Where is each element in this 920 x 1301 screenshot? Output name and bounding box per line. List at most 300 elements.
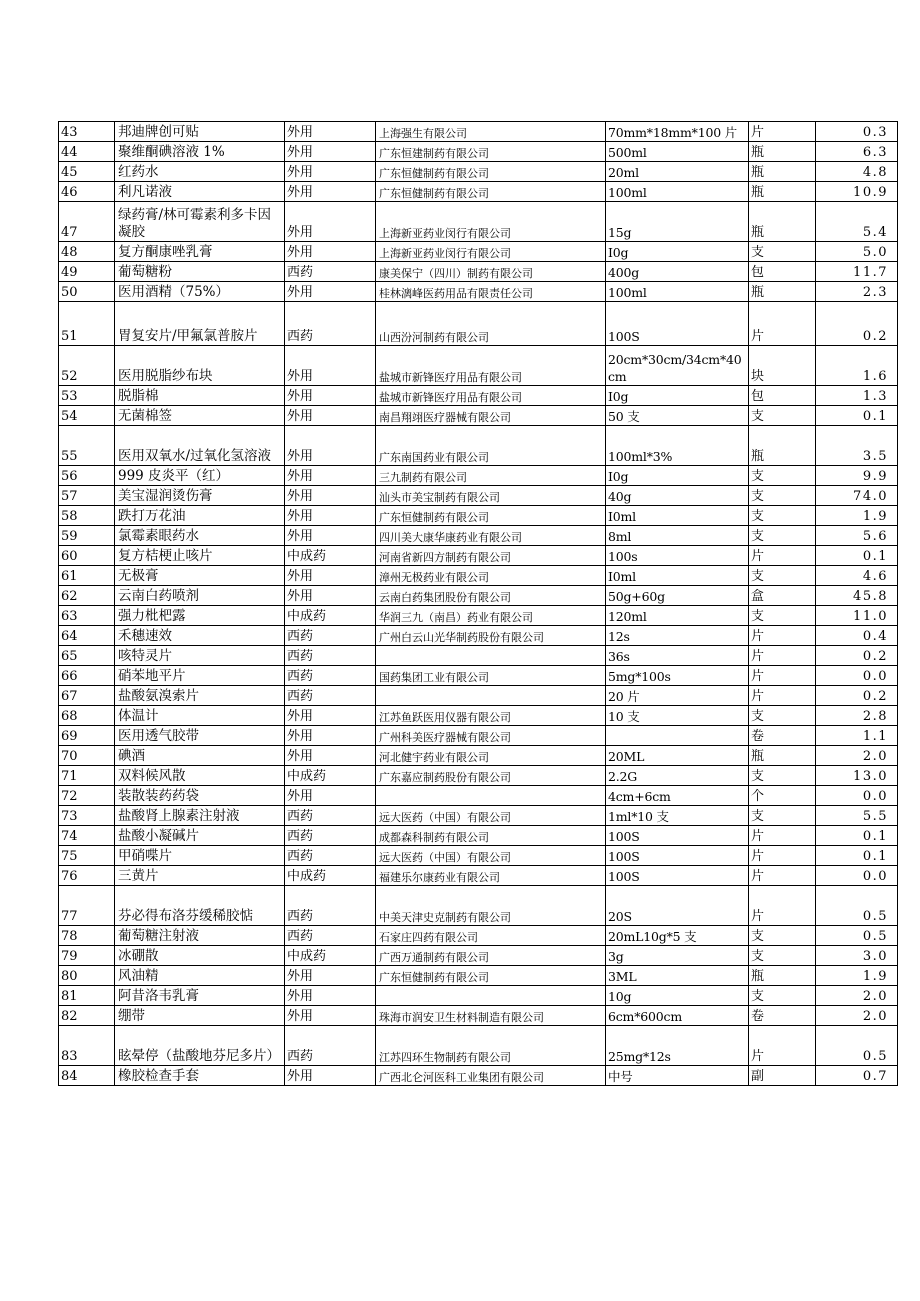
manufacturer-cell: 福建乐尔康药业有限公司 [376, 866, 606, 886]
row-number-cell: 75 [59, 846, 115, 866]
table-row [59, 1026, 898, 1066]
price-cell: 10.9 [816, 182, 898, 202]
manufacturer-cell [376, 786, 606, 806]
table-row [59, 946, 898, 966]
row-number-cell: 63 [59, 606, 115, 626]
drug-name-cell: 眩晕停（盐酸地芬尼多片） [115, 1026, 285, 1066]
drug-category-cell: 外用 [285, 786, 376, 806]
price-cell: 0.5 [816, 926, 898, 946]
table-row [59, 242, 898, 262]
drug-category-cell: 中成药 [285, 766, 376, 786]
manufacturer-cell: 河北健宇药业有限公司 [376, 746, 606, 766]
drug-category-cell: 西药 [285, 686, 376, 706]
unit-cell: 片 [749, 826, 816, 846]
specification-cell: 5mg*100s [606, 666, 749, 686]
row-number-cell: 73 [59, 806, 115, 826]
unit-cell: 片 [749, 1026, 816, 1066]
drug-category-cell: 外用 [285, 966, 376, 986]
table-row [59, 806, 898, 826]
table-row [59, 162, 898, 182]
drug-name-cell: 红药水 [115, 162, 285, 182]
specification-cell: 100ml*3% [606, 426, 749, 466]
manufacturer-cell: 广州科美医疗器械有限公司 [376, 726, 606, 746]
price-cell: 5.0 [816, 242, 898, 262]
price-cell: 2.0 [816, 746, 898, 766]
row-number-cell: 46 [59, 182, 115, 202]
drug-name-cell: 跌打万花油 [115, 506, 285, 526]
manufacturer-cell: 汕头市美宝制药有限公司 [376, 486, 606, 506]
price-cell: 0.1 [816, 546, 898, 566]
specification-cell: 20cm*30cm/34cm*40cm [606, 346, 749, 386]
row-number-cell: 79 [59, 946, 115, 966]
drug-name-cell: 阿昔洛韦乳膏 [115, 986, 285, 1006]
drug-category-cell: 西药 [285, 626, 376, 646]
row-number-cell: 59 [59, 526, 115, 546]
manufacturer-cell: 江苏鱼跃医用仪器有限公司 [376, 706, 606, 726]
manufacturer-cell: 上海强生有限公司 [376, 122, 606, 142]
drug-category-cell: 外用 [285, 566, 376, 586]
specification-cell: I0g [606, 466, 749, 486]
row-number-cell: 74 [59, 826, 115, 846]
manufacturer-cell: 南昌翔翊医疗器械有限公司 [376, 406, 606, 426]
drug-name-cell: 芬必得布洛芬缓稀胶惦 [115, 886, 285, 926]
drug-category-cell: 外用 [285, 202, 376, 242]
unit-cell: 瓶 [749, 746, 816, 766]
specification-cell: 20mL10g*5 支 [606, 926, 749, 946]
specification-cell: 6cm*600cm [606, 1006, 749, 1026]
unit-cell: 片 [749, 302, 816, 346]
unit-cell: 支 [749, 242, 816, 262]
table-row [59, 526, 898, 546]
drug-category-cell: 外用 [285, 726, 376, 746]
row-number-cell: 54 [59, 406, 115, 426]
manufacturer-cell: 广东恒健制药有限公司 [376, 966, 606, 986]
price-cell: 74.0 [816, 486, 898, 506]
unit-cell: 片 [749, 626, 816, 646]
manufacturer-cell: 国药集团工业有限公司 [376, 666, 606, 686]
table-row [59, 766, 898, 786]
specification-cell: 3ML [606, 966, 749, 986]
price-cell: 0.7 [816, 1066, 898, 1086]
row-number-cell: 57 [59, 486, 115, 506]
drug-category-cell: 外用 [285, 182, 376, 202]
manufacturer-cell: 云南白药集团股份有限公司 [376, 586, 606, 606]
drug-category-cell: 西药 [285, 262, 376, 282]
drug-name-cell: 无菌棉签 [115, 406, 285, 426]
drug-category-cell: 外用 [285, 586, 376, 606]
manufacturer-cell: 广州白云山光华制药股份有限公司 [376, 626, 606, 646]
unit-cell: 支 [749, 606, 816, 626]
unit-cell: 片 [749, 546, 816, 566]
drug-name-cell: 咳特灵片 [115, 646, 285, 666]
drug-name-cell: 碘酒 [115, 746, 285, 766]
row-number-cell: 83 [59, 1026, 115, 1066]
table-row [59, 486, 898, 506]
price-cell: 45.8 [816, 586, 898, 606]
drug-category-cell: 西药 [285, 826, 376, 846]
row-number-cell: 77 [59, 886, 115, 926]
table-row [59, 406, 898, 426]
drug-category-cell: 中成药 [285, 866, 376, 886]
row-number-cell: 48 [59, 242, 115, 262]
specification-cell: I0ml [606, 566, 749, 586]
drug-name-cell: 双料候风散 [115, 766, 285, 786]
drug-category-cell: 外用 [285, 466, 376, 486]
specification-cell: I0g [606, 242, 749, 262]
row-number-cell: 62 [59, 586, 115, 606]
unit-cell: 支 [749, 706, 816, 726]
row-number-cell: 43 [59, 122, 115, 142]
table-row [59, 746, 898, 766]
table-row [59, 262, 898, 282]
unit-cell: 支 [749, 566, 816, 586]
price-cell: 3.5 [816, 426, 898, 466]
manufacturer-cell: 四川美大康华康药业有限公司 [376, 526, 606, 546]
drug-category-cell: 中成药 [285, 946, 376, 966]
specification-cell: I0ml [606, 506, 749, 526]
drug-category-cell: 西药 [285, 846, 376, 866]
manufacturer-cell: 漳州无极药业有限公司 [376, 566, 606, 586]
unit-cell: 片 [749, 122, 816, 142]
drug-name-cell: 复方酮康唑乳膏 [115, 242, 285, 262]
drug-name-cell: 冰硼散 [115, 946, 285, 966]
price-cell: 0.0 [816, 866, 898, 886]
table-row [59, 646, 898, 666]
unit-cell: 片 [749, 846, 816, 866]
unit-cell: 支 [749, 486, 816, 506]
unit-cell: 支 [749, 806, 816, 826]
specification-cell: 50g+60g [606, 586, 749, 606]
drug-name-cell: 三黄片 [115, 866, 285, 886]
drug-name-cell: 医用双氧水/过氧化氢溶液 [115, 426, 285, 466]
table-row [59, 686, 898, 706]
price-cell: 0.5 [816, 886, 898, 926]
manufacturer-cell [376, 986, 606, 1006]
unit-cell: 支 [749, 926, 816, 946]
table-row [59, 506, 898, 526]
manufacturer-cell: 广东恒健制药有限公司 [376, 182, 606, 202]
table-row [59, 606, 898, 626]
table-row [59, 1006, 898, 1026]
unit-cell: 副 [749, 1066, 816, 1086]
manufacturer-cell: 上海新亚药业闵行有限公司 [376, 202, 606, 242]
unit-cell: 瓶 [749, 202, 816, 242]
specification-cell: 20ml [606, 162, 749, 182]
manufacturer-cell [376, 646, 606, 666]
price-cell: 9.9 [816, 466, 898, 486]
specification-cell: 500ml [606, 142, 749, 162]
specification-cell: 20S [606, 886, 749, 926]
price-cell: 13.0 [816, 766, 898, 786]
row-number-cell: 65 [59, 646, 115, 666]
drug-category-cell: 外用 [285, 346, 376, 386]
manufacturer-cell: 广东恒健制药有限公司 [376, 506, 606, 526]
drug-category-cell: 外用 [285, 426, 376, 466]
price-cell: 1.9 [816, 966, 898, 986]
price-cell: 5.5 [816, 806, 898, 826]
price-cell: 6.3 [816, 142, 898, 162]
table-row [59, 182, 898, 202]
price-cell: 0.5 [816, 1026, 898, 1066]
price-cell: 0.2 [816, 302, 898, 346]
specification-cell: 70mm*18mm*100 片 [606, 122, 749, 142]
drug-category-cell: 西药 [285, 806, 376, 826]
drug-category-cell: 西药 [285, 302, 376, 346]
row-number-cell: 45 [59, 162, 115, 182]
table-row [59, 846, 898, 866]
table-row [59, 826, 898, 846]
unit-cell: 支 [749, 946, 816, 966]
manufacturer-cell: 广东恒健制药有限公司 [376, 162, 606, 182]
unit-cell: 瓶 [749, 966, 816, 986]
price-cell: 0.1 [816, 826, 898, 846]
specification-cell: 2.2G [606, 766, 749, 786]
drug-name-cell: 体温计 [115, 706, 285, 726]
table-row [59, 302, 898, 346]
drug-name-cell: 硝苯地平片 [115, 666, 285, 686]
price-cell: 1.3 [816, 386, 898, 406]
drug-name-cell: 医用透气胶带 [115, 726, 285, 746]
table-row [59, 466, 898, 486]
drug-name-cell: 装散装药药袋 [115, 786, 285, 806]
table-row [59, 926, 898, 946]
price-cell: 2.0 [816, 986, 898, 1006]
manufacturer-cell: 三九制药有限公司 [376, 466, 606, 486]
row-number-cell: 53 [59, 386, 115, 406]
drug-name-cell: 云南白药喷剂 [115, 586, 285, 606]
drug-name-cell: 无极膏 [115, 566, 285, 586]
price-cell: 2.8 [816, 706, 898, 726]
unit-cell: 支 [749, 466, 816, 486]
unit-cell: 片 [749, 866, 816, 886]
manufacturer-cell: 华润三九（南昌）药业有限公司 [376, 606, 606, 626]
drug-category-cell: 中成药 [285, 546, 376, 566]
drug-category-cell: 中成药 [285, 606, 376, 626]
drug-category-cell: 外用 [285, 986, 376, 1006]
row-number-cell: 47 [59, 202, 115, 242]
specification-cell: 25mg*12s [606, 1026, 749, 1066]
table-row [59, 706, 898, 726]
unit-cell: 支 [749, 986, 816, 1006]
manufacturer-cell: 广东嘉应制药股份有限公司 [376, 766, 606, 786]
row-number-cell: 55 [59, 426, 115, 466]
specification-cell: 10 支 [606, 706, 749, 726]
drug-category-cell: 外用 [285, 746, 376, 766]
row-number-cell: 72 [59, 786, 115, 806]
drug-name-cell: 美宝湿润烫伤膏 [115, 486, 285, 506]
table-row [59, 566, 898, 586]
drug-category-cell: 外用 [285, 1066, 376, 1086]
table-row [59, 426, 898, 466]
unit-cell: 瓶 [749, 426, 816, 466]
drug-category-cell: 西药 [285, 926, 376, 946]
manufacturer-cell: 康美保宁（四川）制药有限公司 [376, 262, 606, 282]
drug-category-cell: 外用 [285, 282, 376, 302]
specification-cell: 1ml*10 支 [606, 806, 749, 826]
manufacturer-cell: 远大医药（中国）有限公司 [376, 806, 606, 826]
drug-category-cell: 西药 [285, 666, 376, 686]
drug-name-cell: 邦迪牌创可贴 [115, 122, 285, 142]
row-number-cell: 58 [59, 506, 115, 526]
drug-name-cell: 强力枇杷露 [115, 606, 285, 626]
table-row [59, 122, 898, 142]
specification-cell: 中号 [606, 1066, 749, 1086]
drug-category-cell: 外用 [285, 142, 376, 162]
price-cell: 2.0 [816, 1006, 898, 1026]
drug-category-cell: 外用 [285, 526, 376, 546]
row-number-cell: 61 [59, 566, 115, 586]
table-row [59, 586, 898, 606]
manufacturer-cell: 上海新亚药业闵行有限公司 [376, 242, 606, 262]
table-row [59, 142, 898, 162]
row-number-cell: 81 [59, 986, 115, 1006]
drug-category-cell: 外用 [285, 242, 376, 262]
unit-cell: 片 [749, 886, 816, 926]
drug-category-cell: 外用 [285, 706, 376, 726]
manufacturer-cell: 桂林漓峰医药用品有限责任公司 [376, 282, 606, 302]
specification-cell: 50 支 [606, 406, 749, 426]
price-cell: 4.8 [816, 162, 898, 182]
drug-name-cell: 999 皮炎平（红） [115, 466, 285, 486]
drug-category-cell: 外用 [285, 406, 376, 426]
specification-cell: 10g [606, 986, 749, 1006]
specification-cell: 100S [606, 302, 749, 346]
drug-name-cell: 脱脂棉 [115, 386, 285, 406]
drug-name-cell: 胃复安片/甲氟氯普胺片 [115, 302, 285, 346]
specification-cell: 4cm+6cm [606, 786, 749, 806]
row-number-cell: 76 [59, 866, 115, 886]
table-row [59, 986, 898, 1006]
price-cell: 1.1 [816, 726, 898, 746]
unit-cell: 片 [749, 646, 816, 666]
drug-name-cell: 葡萄糖粉 [115, 262, 285, 282]
manufacturer-cell: 江苏四环生物制药有限公司 [376, 1026, 606, 1066]
table-row [59, 346, 898, 386]
unit-cell: 瓶 [749, 142, 816, 162]
specification-cell: 20 片 [606, 686, 749, 706]
drug-name-cell: 橡胶检查手套 [115, 1066, 285, 1086]
unit-cell: 瓶 [749, 162, 816, 182]
table-row [59, 626, 898, 646]
specification-cell: 100S [606, 826, 749, 846]
price-cell: 1.9 [816, 506, 898, 526]
table-row [59, 866, 898, 886]
drug-name-cell: 盐酸氨溴索片 [115, 686, 285, 706]
row-number-cell: 67 [59, 686, 115, 706]
table-row [59, 886, 898, 926]
price-cell: 0.1 [816, 846, 898, 866]
table-row [59, 386, 898, 406]
specification-cell: 40g [606, 486, 749, 506]
row-number-cell: 49 [59, 262, 115, 282]
price-cell: 5.4 [816, 202, 898, 242]
unit-cell: 卷 [749, 726, 816, 746]
drug-category-cell: 外用 [285, 162, 376, 182]
drug-category-cell: 外用 [285, 122, 376, 142]
drug-name-cell: 绷带 [115, 1006, 285, 1026]
manufacturer-cell: 河南省新四方制药有限公司 [376, 546, 606, 566]
price-cell: 11.7 [816, 262, 898, 282]
manufacturer-cell: 广西北仑河医科工业集团有限公司 [376, 1066, 606, 1086]
table-row [59, 786, 898, 806]
unit-cell: 块 [749, 346, 816, 386]
drug-name-cell: 盐酸小凝碱片 [115, 826, 285, 846]
row-number-cell: 80 [59, 966, 115, 986]
specification-cell [606, 726, 749, 746]
specification-cell: 12s [606, 626, 749, 646]
specification-cell: 100S [606, 846, 749, 866]
price-cell: 11.0 [816, 606, 898, 626]
row-number-cell: 50 [59, 282, 115, 302]
drug-price-table [58, 121, 898, 1086]
row-number-cell: 51 [59, 302, 115, 346]
price-cell: 0.4 [816, 626, 898, 646]
manufacturer-cell: 广西万通制药有限公司 [376, 946, 606, 966]
table-row [59, 202, 898, 242]
drug-name-cell: 甲硝喋片 [115, 846, 285, 866]
drug-name-cell: 复方桔梗止咳片 [115, 546, 285, 566]
table-row [59, 726, 898, 746]
unit-cell: 包 [749, 262, 816, 282]
manufacturer-cell: 中美天津史克制药有限公司 [376, 886, 606, 926]
drug-name-cell: 绿药膏/林可霉素利多卡因凝胶 [115, 202, 285, 242]
drug-name-cell: 风油精 [115, 966, 285, 986]
unit-cell: 卷 [749, 1006, 816, 1026]
unit-cell: 盒 [749, 586, 816, 606]
drug-category-cell: 外用 [285, 506, 376, 526]
drug-category-cell: 外用 [285, 1006, 376, 1026]
manufacturer-cell: 远大医药（中国）有限公司 [376, 846, 606, 866]
row-number-cell: 69 [59, 726, 115, 746]
manufacturer-cell: 广东南国药业有限公司 [376, 426, 606, 466]
specification-cell: 15g [606, 202, 749, 242]
drug-name-cell: 葡萄糖注射液 [115, 926, 285, 946]
unit-cell: 个 [749, 786, 816, 806]
price-cell: 1.6 [816, 346, 898, 386]
manufacturer-cell: 盐城市新锋医疗用品有限公司 [376, 346, 606, 386]
price-cell: 0.2 [816, 646, 898, 666]
manufacturer-cell [376, 686, 606, 706]
drug-name-cell: 医用脱脂纱布块 [115, 346, 285, 386]
drug-name-cell: 医用酒精（75%） [115, 282, 285, 302]
specification-cell: 100S [606, 866, 749, 886]
specification-cell: 400g [606, 262, 749, 282]
drug-name-cell: 利凡诺液 [115, 182, 285, 202]
unit-cell: 瓶 [749, 182, 816, 202]
drug-category-cell: 西药 [285, 1026, 376, 1066]
drug-category-cell: 西药 [285, 646, 376, 666]
drug-name-cell: 氯霉素眼药水 [115, 526, 285, 546]
specification-cell: 36s [606, 646, 749, 666]
row-number-cell: 68 [59, 706, 115, 726]
table-row [59, 966, 898, 986]
specification-cell: 8ml [606, 526, 749, 546]
drug-name-cell: 禾穗速效 [115, 626, 285, 646]
specification-cell: 120ml [606, 606, 749, 626]
unit-cell: 支 [749, 766, 816, 786]
table-row [59, 546, 898, 566]
row-number-cell: 78 [59, 926, 115, 946]
drug-category-cell: 外用 [285, 486, 376, 506]
specification-cell: I0g [606, 386, 749, 406]
unit-cell: 瓶 [749, 282, 816, 302]
row-number-cell: 52 [59, 346, 115, 386]
price-cell: 0.1 [816, 406, 898, 426]
price-cell: 0.3 [816, 122, 898, 142]
unit-cell: 片 [749, 686, 816, 706]
row-number-cell: 66 [59, 666, 115, 686]
table-row [59, 282, 898, 302]
